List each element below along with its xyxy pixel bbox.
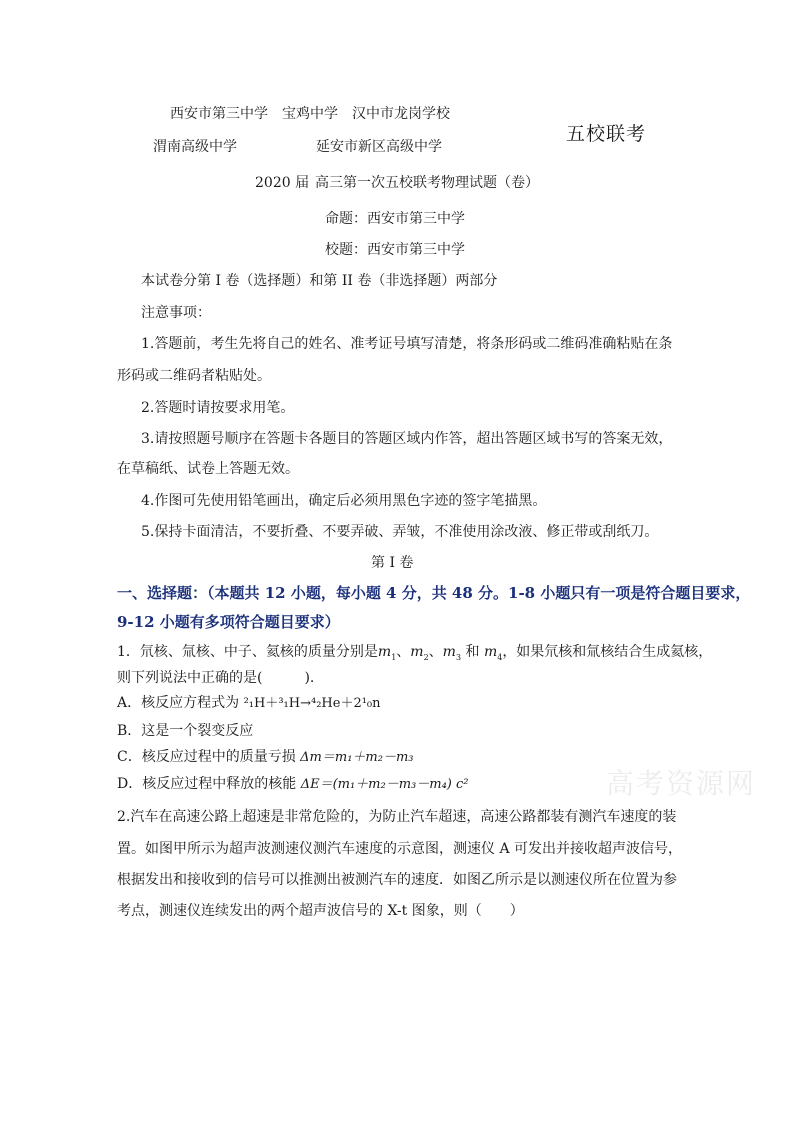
notes-title: 注意事项： [141, 305, 211, 321]
q2-line: 根据发出和接收到的信号可以推测出被测汽车的速度．如图乙所示是以测速仪所在位置为参 [117, 872, 677, 888]
exam-setter: 命题：西安市第三中学 [325, 211, 465, 227]
note-line: 5.保持卡面清洁，不要折叠、不要弄破、弄皱，不准使用涂改液、修正带或刮纸刀。 [141, 524, 659, 540]
q1-option-c-equation: Δm＝m₁＋m₂－m₃ [300, 750, 414, 765]
q1-option-a-equation: ²₁H＋³₁H→⁴₂He＋2¹₀n [243, 696, 381, 711]
exam-year: 2020 届 [255, 175, 310, 191]
note-line: 3.请按照题号顺序在答题卡各题目的答题区域内作答，超出答题区域书写的答案无效， [141, 431, 673, 447]
q1-option-a: A．核反应方程式为 ²₁H＋³₁H→⁴₂He＋2¹₀n [117, 695, 381, 711]
q2-line: 考点，测速仪连续发出的两个超声波信号的 X-t 图象，则（ ） [117, 903, 524, 919]
q1-option-c: C．核反应过程中的质量亏损 Δm＝m₁＋m₂－m₃ [117, 749, 414, 765]
q1-option-d: D．核反应过程中释放的核能 ΔE＝(m₁＋m₂－m₃－m₄) c² [117, 776, 469, 792]
q1-stem-b: ，如果氘核和氚核结合生成氦核， [502, 644, 713, 660]
q1-option-d-equation: ΔE＝(m₁＋m₂－m₃－m₄) c² [300, 777, 469, 792]
q1-stem: 1．氘核、氚核、中子、氦核的质量分别是$m_1$、$m_2$、$m_3$ 和 $m_4$，如果氘核和氚核结合生成氦核， [117, 644, 713, 662]
q1-option-b: B．这是一个裂变反应 [117, 723, 254, 739]
schools-line-1: 西安市第三中学 宝鸡中学 汉中市龙岗学校 [170, 106, 450, 122]
section-heading: 一、选择题：（本题共 12 小题，每小题 4 分，共 48 分。1-8 小题只有一项是符合题目要求， [117, 584, 751, 602]
schools-line-2b: 延安市新区高级中学 [316, 139, 442, 155]
section-heading: 9-12 小题有多项符合题目要求） [117, 613, 340, 631]
exam-title: 高三第一次五校联考物理试题（卷） [315, 175, 539, 191]
exam-proofreader: 校题：西安市第三中学 [325, 242, 465, 258]
exam-badge: 五校联考 [566, 123, 647, 145]
intro-text: 本试卷分第 I 卷（选择题）和第 II 卷（非选择题）两部分 [141, 273, 498, 289]
note-line: 2.答题时请按要求用笔。 [141, 400, 295, 416]
watermark: 高考资源网 [606, 767, 757, 800]
q1-stem-a: 1．氘核、氚核、中子、氦核的质量分别是 [117, 644, 378, 660]
note-line: 4.作图可先使用铅笔画出，确定后必须用黑色字迹的签字笔描黑。 [141, 493, 547, 509]
q2-line: 2.汽车在高速公路上超速是非常危险的，为防止汽车超速，高速公路都装有测汽车速度的装 [117, 809, 677, 825]
q1-stem-line-2: 则下列说法中正确的是( ). [117, 670, 315, 686]
q2-line: 置。如图甲所示为超声波测速仪测汽车速度的示意图，测速仪 A 可发出并接收超声波信号， [117, 841, 683, 857]
note-line: 在草稿纸、试卷上答题无效。 [117, 461, 299, 477]
note-line: 形码或二维码者粘贴处。 [117, 368, 271, 384]
part-title: 第 I 卷 [371, 555, 414, 571]
note-line: 1.答题前，考生先将自己的姓名、准考证号填写清楚，将条形码或二维码准确粘贴在条 [141, 336, 673, 352]
schools-line-2a: 渭南高级中学 [153, 139, 237, 155]
